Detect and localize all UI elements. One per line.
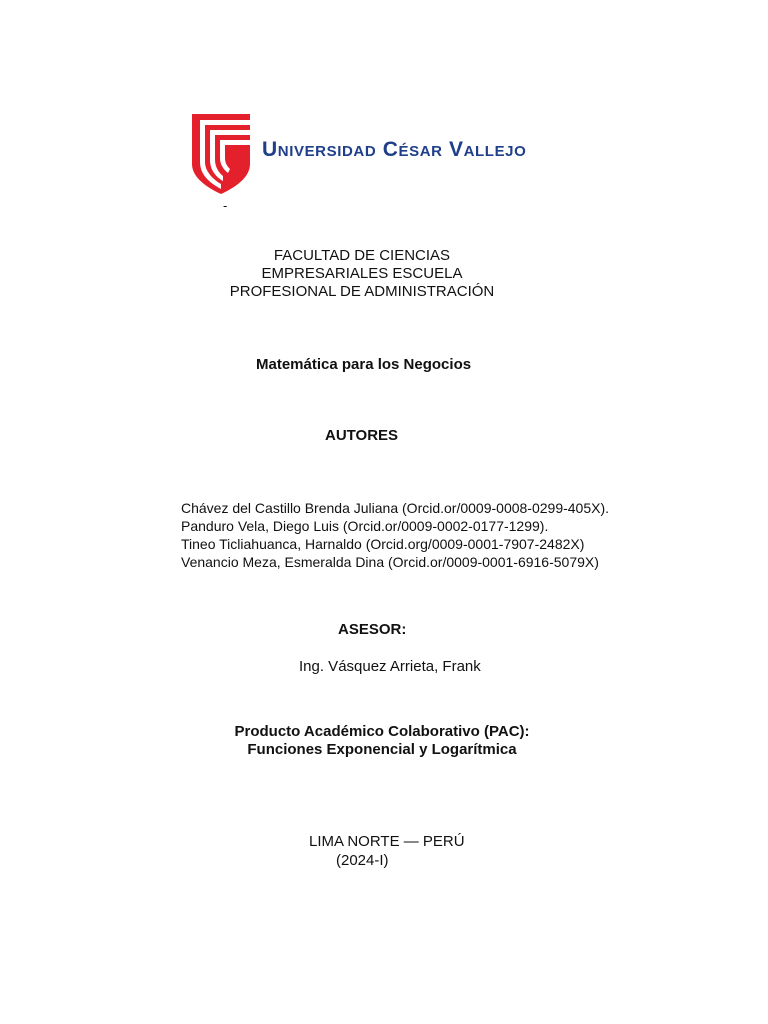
author-item: Chávez del Castillo Brenda Juliana (Orcid.or/0009-0008-0299-405X). bbox=[181, 500, 610, 516]
authors-list bbox=[181, 499, 609, 571]
location-period: (2024-I) bbox=[336, 852, 389, 869]
advisor-heading: ASESOR: bbox=[338, 621, 407, 638]
author-item: Venancio Meza, Esmeralda Dina (Orcid.or/0009-0001-6916-5079X) bbox=[181, 554, 599, 570]
faculty-line-3: PROFESIONAL DE ADMINISTRACIÓN bbox=[229, 283, 495, 300]
faculty-block bbox=[212, 247, 512, 301]
university-name-part-1: Universidad bbox=[262, 138, 377, 161]
location-place: LIMA NORTE — PERÚ bbox=[309, 833, 465, 850]
university-shield-icon bbox=[190, 112, 252, 196]
university-name-part-2: César bbox=[382, 138, 443, 161]
author-item: Panduro Vela, Diego Luis (Orcid.or/0009-0002-0177-1299). bbox=[181, 518, 549, 534]
product-line-1: Producto Académico Colaborativo (PAC): bbox=[234, 723, 530, 740]
product-line-2: Funciones Exponencial y Logarítmica bbox=[247, 741, 517, 758]
product-title bbox=[222, 723, 542, 759]
author-item: Tineo Ticliahuanca, Harnaldo (Orcid.org/0009-0001-7907-2482X) bbox=[181, 536, 585, 552]
faculty-line-2: EMPRESARIALES ESCUELA bbox=[261, 265, 463, 282]
stray-dash: - bbox=[223, 198, 228, 213]
university-name bbox=[262, 138, 526, 162]
advisor-name: Ing. Vásquez Arrieta, Frank bbox=[299, 658, 481, 675]
authors-heading: AUTORES bbox=[325, 427, 399, 444]
faculty-line-1: FACULTAD DE CIENCIAS bbox=[273, 247, 451, 264]
university-name-part-3: Vallejo bbox=[449, 138, 527, 161]
course-title: Matemática para los Negocios bbox=[256, 356, 472, 373]
